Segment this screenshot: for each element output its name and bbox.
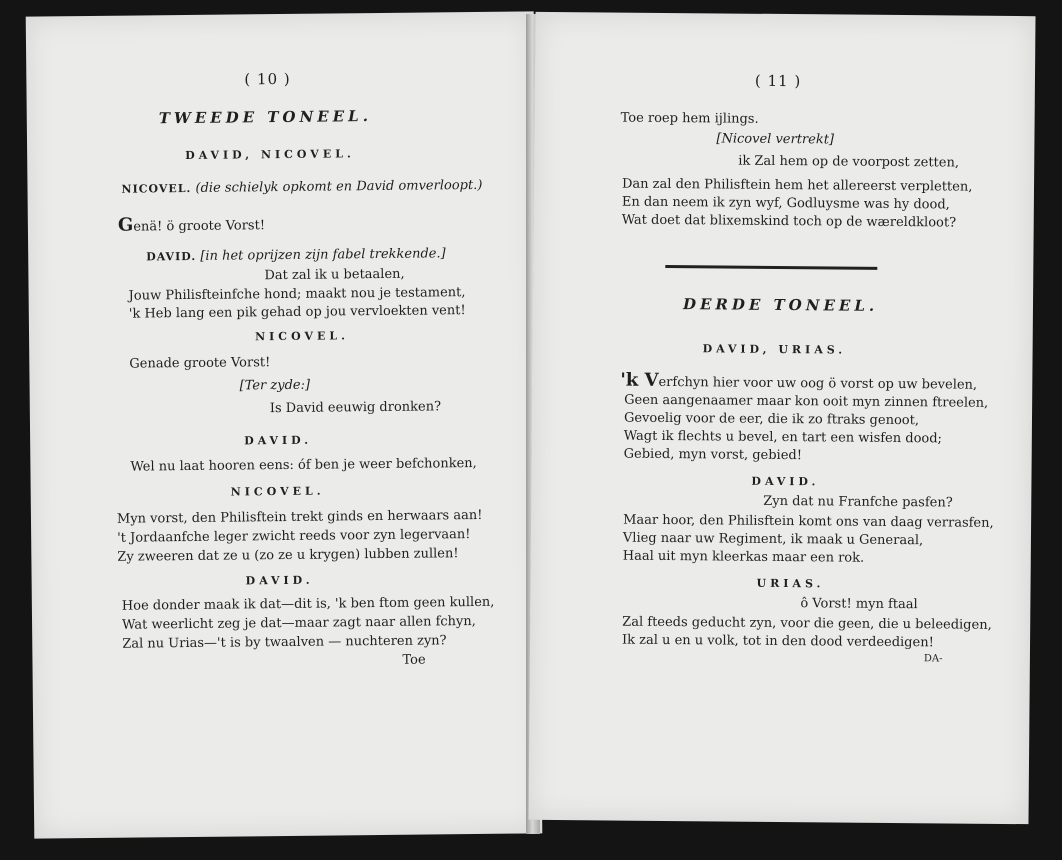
speaker-heading: DAVID.	[244, 433, 313, 448]
verse-line: Geen aangenaamer maar kon ooit myn zinnen ftreelen,	[624, 392, 989, 411]
scene-divider	[665, 265, 877, 270]
page-number: ( 11 )	[754, 71, 802, 91]
verse-line: Ik zal u en u volk, tot in den dood verdeedigen!	[621, 632, 934, 651]
speech-line	[121, 178, 482, 197]
speech-line	[146, 246, 446, 264]
verse-line: ô Vorst! myn ftaal	[800, 596, 918, 613]
stage-direction: [in het oprijzen zijn fabel trekkende.]	[200, 246, 446, 264]
verse-line: Haal uit myn kleerkas maar een rok.	[622, 548, 865, 566]
speaker-heading: DAVID.	[751, 474, 820, 489]
scene-title: DERDE TONEEL.	[682, 295, 879, 315]
verse-line: Zyn dat nu Franfche pasfen?	[763, 493, 953, 511]
page-number: ( 10 )	[244, 69, 291, 89]
drop-initial: 'k V	[620, 369, 659, 391]
speaker-heading: NICOVEL.	[255, 329, 349, 344]
scene-title: TWEEDE TONEEL.	[158, 107, 372, 128]
verse-line: Zy zweeren dat ze u (zo ze u krygen) lubben zullen!	[117, 546, 459, 565]
catchword: DA-	[923, 653, 943, 665]
verse-line: Gebied, myn vorst, gebied!	[623, 446, 803, 464]
drop-initial: G	[117, 214, 134, 236]
verse-line: Dan zal den Philisftein hem het allereerst verpletten,	[621, 176, 973, 195]
speaker-name: DAVID.	[146, 249, 197, 264]
verse-line: 'k Heb lang een pik gehad op jou vervloekten vent!	[128, 303, 466, 322]
verse-line: En dan neem ik zyn wyf, Godluysme was hy dood,	[621, 194, 950, 213]
verse-line: Wat doet dat blixemskind toch op de wæreldkloot?	[621, 212, 957, 231]
verse-line: Gevoelig voor de eer, die ik zo ftraks genoot,	[623, 410, 920, 429]
speech-line	[118, 216, 265, 235]
right-page	[528, 12, 1035, 824]
verse-line: Zal nu Urias—'t is by twaalven — nuchteren zyn?	[122, 633, 447, 652]
left-page	[26, 11, 543, 838]
verse-line: Wel nu laat hooren eens: óf ben je weer befchonken,	[130, 455, 477, 475]
cast-list: DAVID, URIAS.	[702, 342, 847, 357]
verse-text: erfchyn hier voor uw oog ö vorst op uw bevelen,	[658, 374, 978, 393]
stage-direction: [Ter zyde:]	[239, 377, 311, 394]
stage-direction: [Nicovel vertrekt]	[716, 131, 835, 148]
speaker-name: NICOVEL.	[121, 181, 192, 196]
verse-line: Hoe donder maak ik dat—dit is, 'k ben ftom geen kullen,	[121, 594, 495, 614]
verse-line: Maar hoor, den Philisftein komt ons van daag verrasfen,	[623, 512, 994, 531]
verse-line: Wagt ik flechts u bevel, en tart een wisfen dood;	[623, 428, 943, 447]
verse-line: Is David eeuwig dronken?	[269, 399, 442, 417]
verse-line: Dat zal ik u betaalen,	[264, 266, 405, 284]
verse-line: Genade groote Vorst!	[129, 355, 271, 372]
speaker-heading: URIAS.	[756, 576, 825, 591]
verse-text: enä! ö groote Vorst!	[133, 218, 266, 235]
speech-line	[620, 369, 978, 393]
verse-line: ik Zal hem op de voorpost zetten,	[738, 153, 960, 171]
verse-line: Myn vorst, den Philisftein trekt ginds en herwaars aan!	[116, 507, 483, 527]
cast-list: DAVID, NICOVEL.	[185, 147, 355, 163]
verse-line: Toe roep hem ijlings.	[620, 110, 759, 127]
stage-direction: (die schielyk opkomt en David omverloopt.)	[195, 177, 483, 196]
verse-line: Wat weerlicht zeg je dat—maar zagt naar allen fchyn,	[122, 614, 476, 633]
verse-line: Vlieg naar uw Regiment, ik maak u Generaal,	[622, 530, 924, 549]
verse-line: Zal fteeds geducht zyn, voor die geen, die u beleedigen,	[622, 614, 992, 633]
verse-line: 't Jordaanfche leger zwicht reeds voor zyn legervaan!	[117, 527, 471, 546]
speaker-heading: NICOVEL.	[230, 484, 325, 499]
catchword: Toe	[402, 652, 426, 668]
verse-line: Jouw Philisfteinfche hond; maakt nou je testament,	[128, 285, 466, 304]
speaker-heading: DAVID.	[245, 573, 314, 588]
